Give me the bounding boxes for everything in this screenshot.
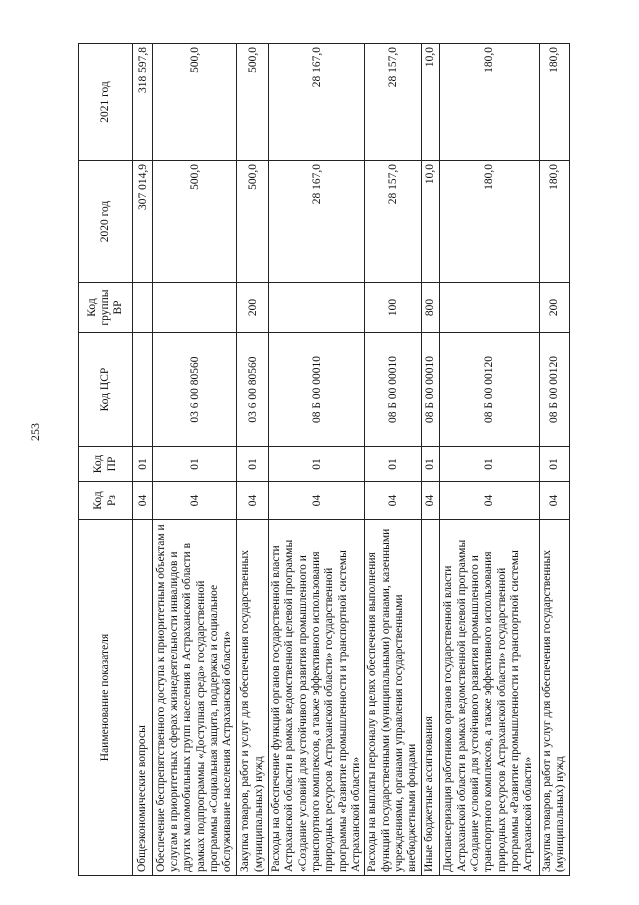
row-2020: 180,0 bbox=[439, 161, 539, 283]
row-vr bbox=[439, 283, 539, 333]
row-csr: 08 Б 00 00120 bbox=[439, 333, 539, 447]
row-rz: 04 bbox=[153, 482, 237, 520]
row-2020: 180,0 bbox=[539, 161, 569, 283]
row-vr bbox=[153, 283, 237, 333]
row-csr: 03 6 00 80560 bbox=[153, 333, 237, 447]
row-vr bbox=[269, 283, 365, 333]
row-pr: 01 bbox=[269, 447, 365, 482]
row-2020: 28 157,0 bbox=[365, 161, 421, 283]
row-csr: 08 Б 00 00120 bbox=[539, 333, 569, 447]
row-rz: 04 bbox=[269, 482, 365, 520]
budget-table bbox=[78, 43, 570, 876]
row-name: Общеэкономические вопросы bbox=[133, 520, 153, 876]
header-name: Наименование показателя bbox=[79, 520, 133, 876]
row-name: Закупка товаров, работ и услуг для обеспечения государственных (муниципальных) нужд bbox=[539, 520, 569, 876]
table-row bbox=[365, 44, 421, 876]
row-vr: 200 bbox=[237, 283, 269, 333]
row-vr: 100 bbox=[365, 283, 421, 333]
row-csr: 08 Б 00 00010 bbox=[421, 333, 439, 447]
row-2021: 180,0 bbox=[539, 44, 569, 161]
row-name: Расходы на обеспечение функций органов государственной власти Астраханской области в рамках ведомственной целевой программы «Создание условий для устойчивого развития промышленного и транспортного комплексов, а также эффективного использования природных ресурсов Астраханской области» государственной программы «Развитие промышленности и транспортной системы Астраханской области» bbox=[269, 520, 365, 876]
row-pr: 01 bbox=[365, 447, 421, 482]
row-vr: 200 bbox=[539, 283, 569, 333]
row-2021: 180,0 bbox=[439, 44, 539, 161]
row-name: Иные бюджетные ассигнования bbox=[421, 520, 439, 876]
row-csr bbox=[133, 333, 153, 447]
header-2020: 2020 год bbox=[79, 161, 133, 283]
row-name: Диспансеризация работников органов государственной власти Астраханской области в рамках ведомственной целевой программы «Создание условий для устойчивого развития промышленного и транспортного комплексов, а также эффективного использования природных ресурсов Астраханской области» государственной программы «Развитие промышленности и транспортной системы Астраханской области» bbox=[439, 520, 539, 876]
row-csr: 08 Б 00 00010 bbox=[269, 333, 365, 447]
header-2021: 2021 год bbox=[79, 44, 133, 161]
row-2020: 307 014,9 bbox=[133, 161, 153, 283]
row-rz: 04 bbox=[539, 482, 569, 520]
table-header-row bbox=[79, 44, 133, 876]
header-vr: Код группы ВР bbox=[79, 283, 133, 333]
row-vr bbox=[133, 283, 153, 333]
table-row bbox=[269, 44, 365, 876]
table-row bbox=[133, 44, 153, 876]
header-rz: Код Рз bbox=[79, 482, 133, 520]
row-2020: 10,0 bbox=[421, 161, 439, 283]
row-pr: 01 bbox=[539, 447, 569, 482]
row-2020: 500,0 bbox=[153, 161, 237, 283]
row-rz: 04 bbox=[237, 482, 269, 520]
row-2020: 28 167,0 bbox=[269, 161, 365, 283]
row-rz: 04 bbox=[421, 482, 439, 520]
table-row bbox=[539, 44, 569, 876]
row-name: Закупка товаров, работ и услуг для обеспечения государственных (муниципальных) нужд bbox=[237, 520, 269, 876]
row-2021: 28 157,0 bbox=[365, 44, 421, 161]
row-2021: 10,0 bbox=[421, 44, 439, 161]
table-row bbox=[153, 44, 237, 876]
row-pr: 01 bbox=[133, 447, 153, 482]
row-pr: 01 bbox=[237, 447, 269, 482]
row-rz: 04 bbox=[365, 482, 421, 520]
row-pr: 01 bbox=[421, 447, 439, 482]
row-2020: 500,0 bbox=[237, 161, 269, 283]
row-2021: 500,0 bbox=[153, 44, 237, 161]
row-csr: 08 Б 00 00010 bbox=[365, 333, 421, 447]
table-row bbox=[439, 44, 539, 876]
page-number: 253 bbox=[28, 423, 42, 441]
table-row bbox=[421, 44, 439, 876]
row-pr: 01 bbox=[439, 447, 539, 482]
row-vr: 800 bbox=[421, 283, 439, 333]
row-name: Обеспечение беспрепятственного доступа к приоритетным объектам и услугам в приоритетных сферах жизнедеятельности инвалидов и других маломобильных групп населения в Астраханской области в рамках подпрограммы «Доступная среда» государственной программы «Социальная защита, поддержка и социальное обслуживание населения Астраханской области» bbox=[153, 520, 237, 876]
row-2021: 28 167,0 bbox=[269, 44, 365, 161]
header-pr: Код ПР bbox=[79, 447, 133, 482]
row-2021: 318 597,8 bbox=[133, 44, 153, 161]
row-csr: 03 6 00 80560 bbox=[237, 333, 269, 447]
table-row bbox=[237, 44, 269, 876]
row-pr: 01 bbox=[153, 447, 237, 482]
row-2021: 500,0 bbox=[237, 44, 269, 161]
rotated-budget-table-container bbox=[78, 44, 567, 876]
row-rz: 04 bbox=[133, 482, 153, 520]
row-name: Расходы на выплаты персоналу в целях обеспечения выполнения функций государственными (муниципальными) органами, казенными учреждениями, органами управления государственными внебюджетными фондами bbox=[365, 520, 421, 876]
header-csr: Код ЦСР bbox=[79, 333, 133, 447]
row-rz: 04 bbox=[439, 482, 539, 520]
